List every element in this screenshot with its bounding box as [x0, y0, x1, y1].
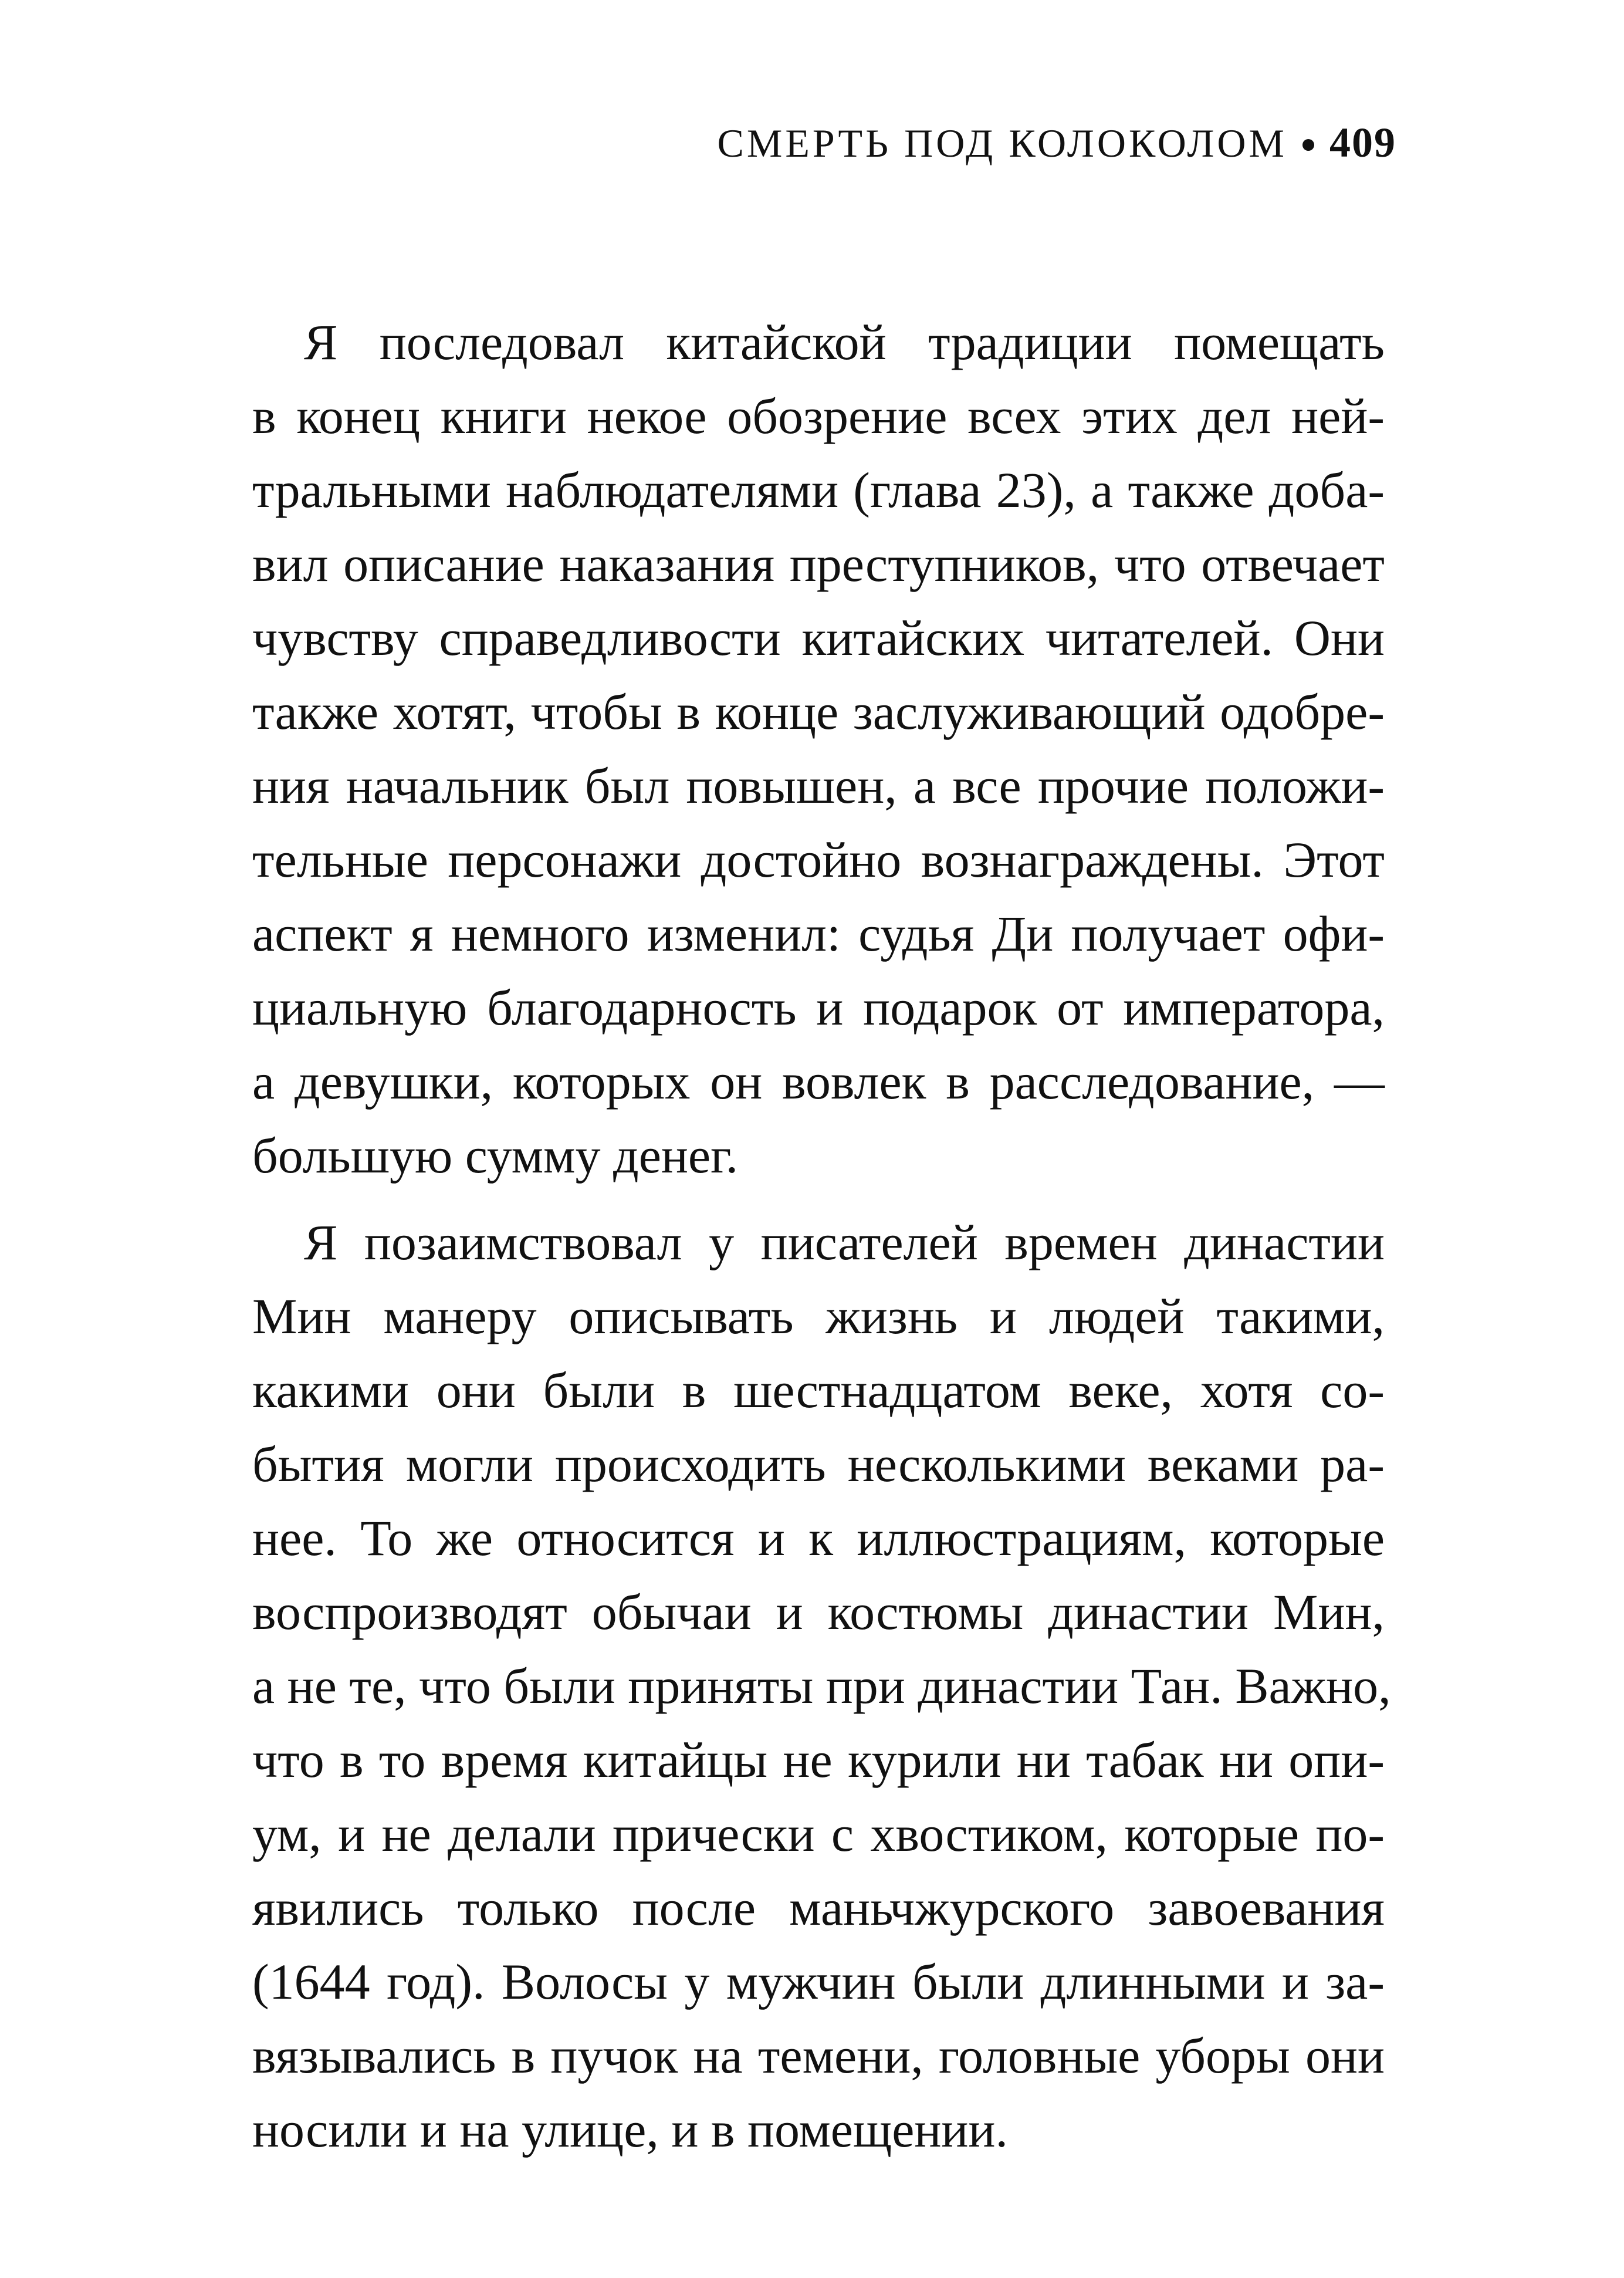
- text-line: чувству справедливости китайских читателей. Они: [252, 610, 1385, 666]
- text-line: вязывались в пучок на темени, головные уборы они: [252, 2027, 1385, 2084]
- running-head: [718, 110, 1396, 175]
- text-line: нее. То же относится и к иллюстрациям, которые: [252, 1510, 1385, 1566]
- text-line: явились только после маньчжурского завоевания: [252, 1880, 1385, 1936]
- body-text: [252, 305, 1391, 2167]
- text-line: в конец книги некое обозрение всех этих дел ней-: [252, 388, 1385, 444]
- text-line: что в то время китайцы не курили ни табак ни опи-: [252, 1732, 1385, 1788]
- running-head-title: СМЕРТЬ ПОД КОЛОКОЛОМ: [717, 121, 1287, 165]
- text-line: Я позаимствовал у писателей времен династии: [304, 1214, 1385, 1270]
- paragraph: [252, 1205, 1391, 2167]
- text-line: а девушки, которых он вовлек в расследование, —: [252, 1053, 1385, 1110]
- text-line: большую сумму денег.: [252, 1127, 739, 1184]
- text-line: циальную благодарность и подарок от императора,: [252, 979, 1385, 1036]
- text-line: ния начальник был повышен, а все прочие положи-: [252, 758, 1385, 814]
- separator-dot: [1302, 139, 1314, 151]
- text-line: тельные персонажи достойно вознаграждены. Этот: [252, 832, 1385, 888]
- text-line: Мин манеру описывать жизнь и людей такими,: [252, 1288, 1385, 1344]
- text-line: бытия могли происходить несколькими веками ра-: [252, 1436, 1385, 1492]
- text-line: также хотят, чтобы в конце заслуживающий одобре-: [252, 684, 1385, 740]
- text-line: вил описание наказания преступников, что отвечает: [252, 536, 1385, 592]
- text-line: какими они были в шестнадцатом веке, хотя со-: [252, 1362, 1385, 1418]
- page-number: 409: [1329, 119, 1396, 166]
- text-line: воспроизводят обычаи и костюмы династии Мин,: [252, 1584, 1385, 1640]
- text-line: аспект я немного изменил: судья Ди получает офи-: [252, 905, 1385, 962]
- text-line: а не те, что были приняты при династии Тан. Важно,: [252, 1658, 1391, 1714]
- text-line: тральными наблюдателями (глава 23), а также доба-: [252, 462, 1385, 518]
- text-line: (1644 год). Волосы у мужчин были длинными и за-: [252, 1953, 1385, 2010]
- paragraph: [252, 305, 1385, 1192]
- text-line: ум, и не делали прически с хвостиком, которые по-: [252, 1806, 1385, 1862]
- text-line: Я последовал китайской традиции помещать: [304, 314, 1385, 370]
- text-line: носили и на улице, и в помещении.: [252, 2101, 1008, 2158]
